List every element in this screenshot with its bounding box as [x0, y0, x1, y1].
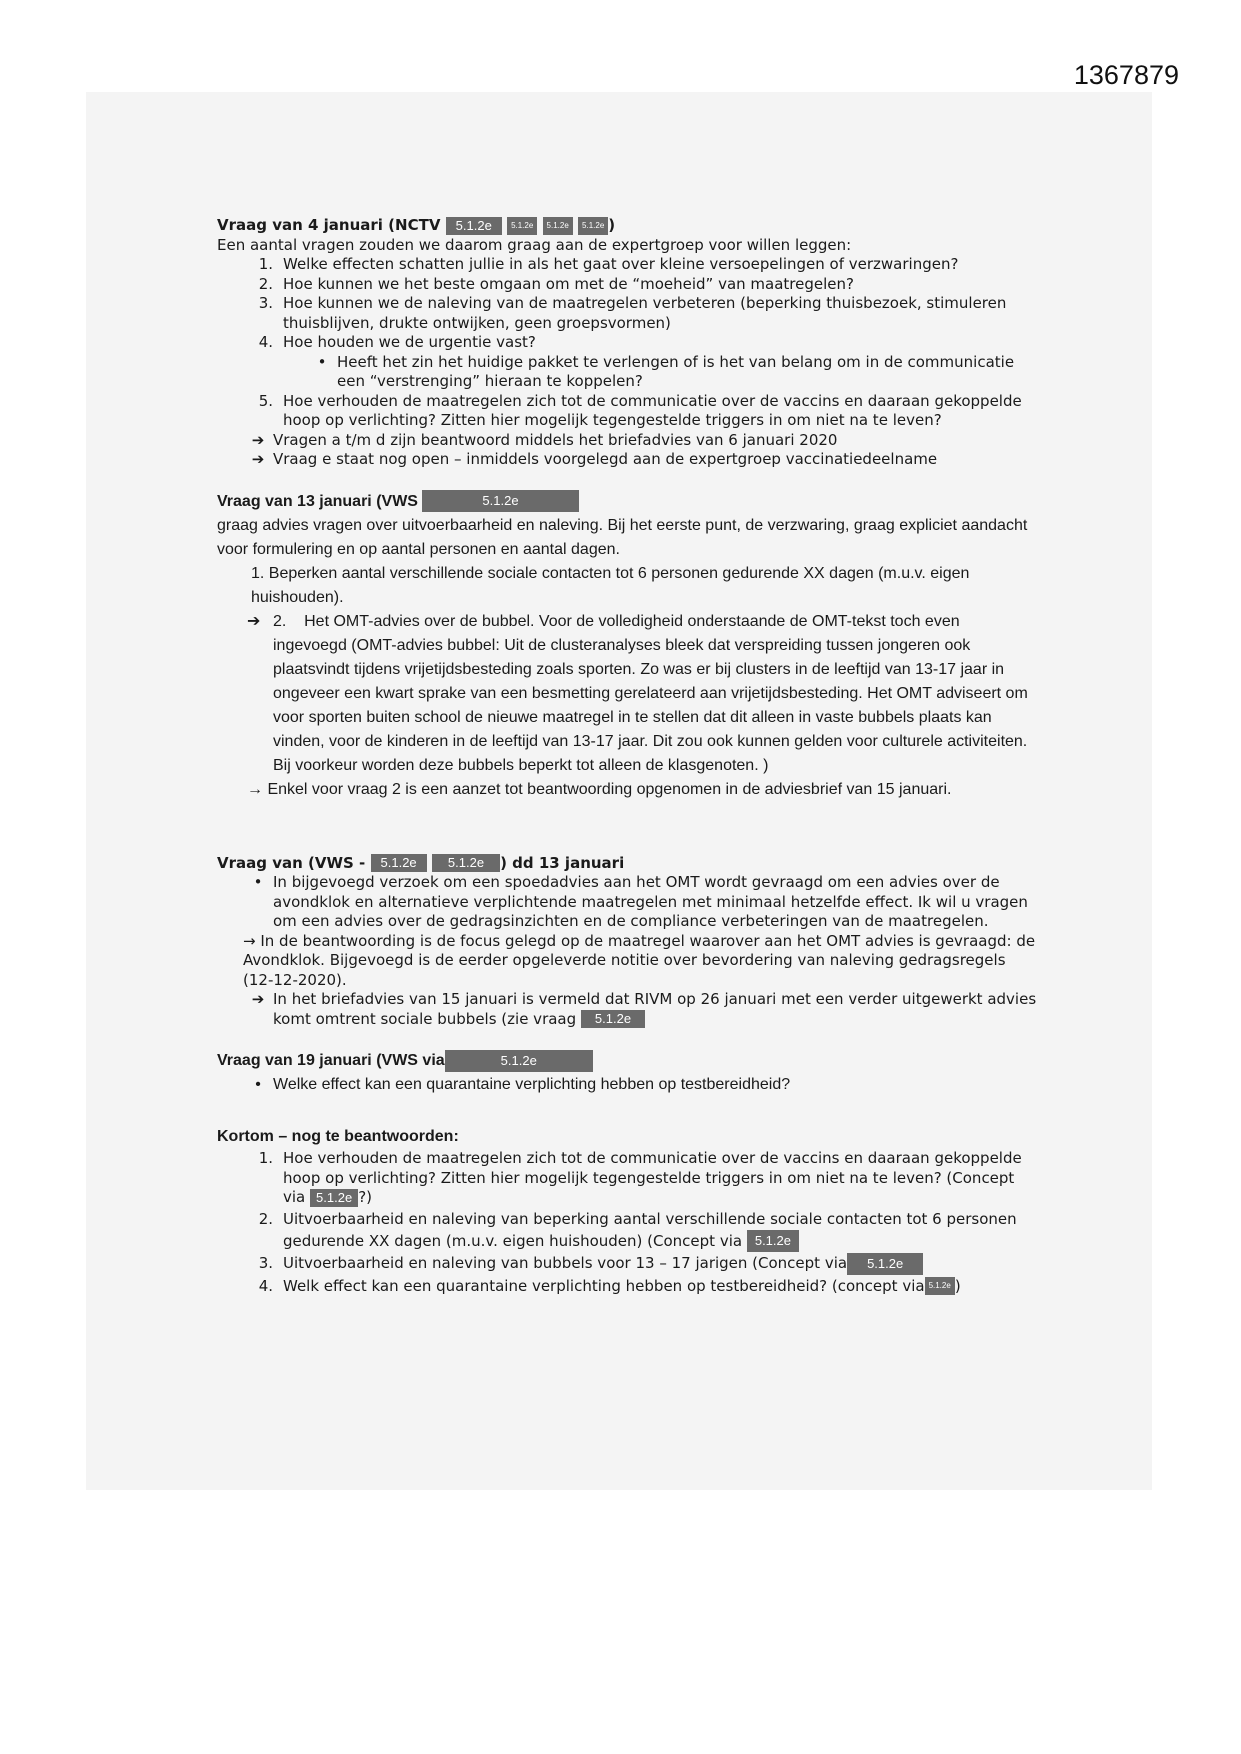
section-kortom	[217, 1125, 1037, 1297]
list-item: 4. Hoe houden we de urgentie vast?	[258, 333, 536, 351]
section-heading: Vraag van 13 januari (VWS 5.1.2e	[217, 490, 1037, 514]
arrow-right-icon: ➔	[251, 450, 265, 468]
list-item: 1. Welke effecten schatten jullie in als het gaat over kleine versoepelingen of verzwaringen?	[258, 255, 959, 273]
arrow-item: ➔ In het briefadvies van 15 januari is vermeld dat RIVM op 26 januari met een verder uitgewerkt advies komt omtrent sociale bubbels (zie vraag 5.1.2e	[217, 990, 1037, 1029]
arrow-right-icon: ➔	[251, 430, 265, 449]
arrow-right-icon: →	[243, 931, 256, 950]
section-heading: Vraag van 4 januari (NCTV 5.1.2e 5.1.2e 5.1.2e 5.1.2e )	[217, 216, 616, 234]
section-heading: Vraag van (VWS - 5.1.2e 5.1.2e ) dd 13 januari	[217, 853, 625, 872]
section-vws-13-januari	[217, 854, 1037, 1030]
sub-bullet-item: • Heeft het zin het huidige pakket te verlengen of is het van belang om in de communicatie een “verstrenging” hieraan te koppelen?	[217, 353, 1037, 392]
section-19-januari	[217, 1049, 1037, 1097]
redaction-box: 5.1.2e	[847, 1253, 923, 1275]
bullet-icon: •	[253, 873, 263, 891]
redaction-box: 5.1.2e	[543, 217, 573, 235]
redaction-box: 5.1.2e	[371, 854, 427, 872]
list-item: 5. Hoe verhouden de maatregelen zich tot de communicatie over de vaccins en daaraan gekoppelde hoop op verlichting? Zitten hier mogelijk tegengestelde triggers in om niet na te leven?	[258, 391, 1022, 429]
bullet-icon: •	[317, 352, 327, 371]
conclusion-item: → Enkel voor vraag 2 is een aanzet tot beantwoording opgenomen in de adviesbrief van 15 januari.	[247, 780, 952, 798]
redaction-box: 5.1.2e	[445, 1050, 593, 1072]
bullet-item: • In bijgevoegd verzoek om een spoedadvies aan het OMT wordt gevraagd om een advies over de avondklok en alternatieve verplichtende maatregelen met minimaal hetzelfde effect. Ik wil u vragen om een advies over de gedragsinzichten en de compliance verbeteringen van de maatregelen.	[217, 873, 1037, 932]
list-item: 3. Uitvoerbaarheid en naleving van bubbels voor 13 – 17 jarigen (Concept via 5.1.2e	[217, 1252, 1037, 1275]
section-heading: Vraag van 19 januari (VWS via 5.1.2e	[217, 1049, 1037, 1073]
list-item: 2. Uitvoerbaarheid en naleving van beperking aantal verschillende sociale contacten tot 6 personen gedurende XX dagen (m.u.v. eigen huishouden) (Concept via 5.1.2e	[217, 1208, 1037, 1253]
redaction-box: 5.1.2e	[507, 217, 537, 235]
arrow-paragraph: → In de beantwoording is de focus gelegd op de maatregel waarover aan het OMT advies is gevraagd: de Avondklok. Bijgevoegd is de eerder opgeleverde notitie over bevordering van naleving gedragsregels (12-12-2020).	[243, 931, 1036, 989]
section-4-januari	[217, 216, 1037, 470]
list-item: 2. Hoe kunnen we het beste omgaan om met de “moeheid” van maatregelen?	[258, 274, 854, 293]
bullet-item: • Welke effect kan een quarantaine verplichting hebben op testbereidheid?	[217, 1073, 1037, 1097]
intro-text: Een aantal vragen zouden we daarom graag aan de expertgroep voor willen leggen:	[217, 235, 852, 254]
document-number: 1367879	[1073, 60, 1179, 90]
redaction-box: 5.1.2e	[578, 217, 608, 235]
list-item: 1. Hoe verhouden de maatregelen zich tot de communicatie over de vaccins en daaraan gekoppelde hoop op verlichting? Zitten hier mogelijk tegengestelde triggers in om niet na te leven? (Concept via 5.1.2e ?)	[258, 1149, 1022, 1206]
section-13-januari	[217, 490, 1037, 802]
redaction-box: 5.1.2e	[310, 1189, 358, 1207]
intro-text: graag advies vragen over uitvoerbaarheid en naleving. Bij het eerste punt, de verzwaring, graag expliciet aandacht voor formulering en op aantal personen en aantal dagen.	[217, 516, 1028, 558]
redaction-box: 5.1.2e	[446, 217, 502, 235]
list-item: 4. Welk effect kan een quarantaine verplichting hebben op testbereidheid? (concept via 5.1.2e )	[258, 1276, 961, 1295]
redaction-box: 5.1.2e	[432, 854, 500, 872]
list-item: 1. Beperken aantal verschillende sociale contacten tot 6 personen gedurende XX dagen (m.u.v. eigen huishouden).	[251, 564, 970, 606]
document-body	[217, 216, 1037, 1297]
bullet-icon: •	[255, 1076, 261, 1093]
section-heading: Kortom – nog te beantwoorden:	[217, 1128, 459, 1145]
arrow-item: ➔ Vraag e staat nog open – inmiddels voorgelegd aan de expertgroep vaccinatiedeelname	[217, 450, 1037, 470]
arrow-right-icon: ➔	[251, 990, 265, 1008]
arrow-item: ➔ Vragen a t/m d zijn beantwoord middels het briefadvies van 6 januari 2020	[217, 431, 1037, 451]
heading-text: Vraag van 4 januari (NCTV	[217, 216, 441, 234]
redaction-box: 5.1.2e	[422, 490, 578, 512]
arrow-right-icon: ➔	[247, 612, 261, 630]
arrow-right-icon: →	[247, 780, 263, 798]
redaction-box: 5.1.2e	[925, 1277, 955, 1295]
redaction-box: 5.1.2e	[581, 1010, 645, 1028]
list-item: 3. Hoe kunnen we de naleving van de maatregelen verbeteren (beperking thuisbezoek, stimuleren thuisblijven, drukte ontwijken, geen groepsvormen)	[258, 294, 1007, 332]
arrow-item: ➔ 2. Het OMT-advies over de bubbel. Voor de volledigheid onderstaande de OMT-tekst toch even ingevoegd (OMT-advies bubbel: Uit de clusteranalyses bleek dat verspreiding tussen jongeren ook plaatsvindt tijdens vrijetijdsbesteding zoals sporten. Zo was er bij clusters in de leeftijd van 13-17 jaar in ongeveer een kwart sprake van een besmetting gerelateerd aan vrijetijdsbesteding. Het OMT adviseert om voor sporten buiten school de nieuwe maatregel in te stellen dat dit alleen in vaste bubbels plaats kan vinden, voor de kinderen in de leeftijd van 13-17 jaar. Dit zou ook kunnen gelden voor culturele activiteiten. Bij voorkeur worden deze bubbels beperkt tot alleen de klasgenoten. )	[217, 610, 1037, 778]
redaction-box: 5.1.2e	[747, 1230, 799, 1252]
